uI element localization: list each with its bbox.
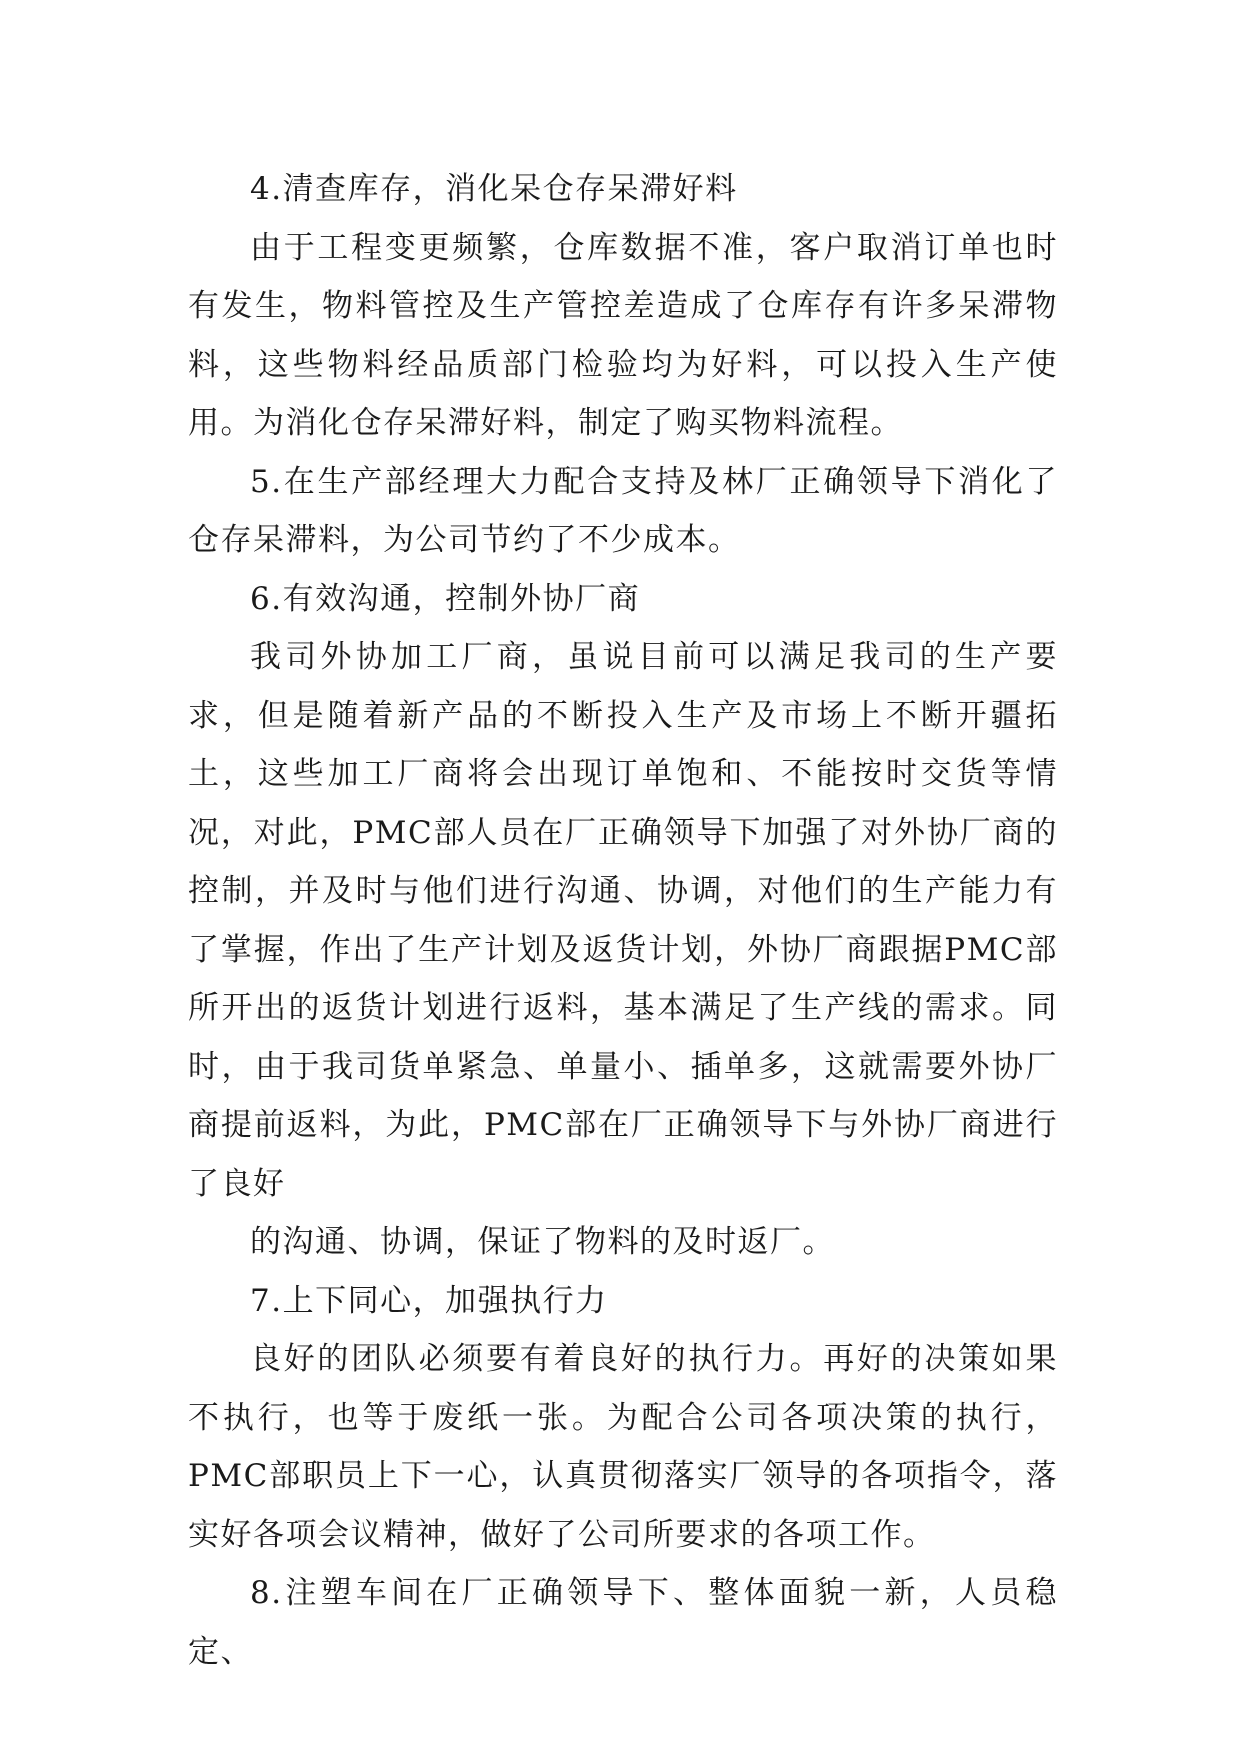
section-heading-5: 5.在生产部经理大力配合支持及林厂正确领导下消化了仓存呆滞料，为公司节约了不少成本。: [188, 463, 1058, 558]
document-body: [188, 160, 1058, 1681]
section-heading-4: 4.清查库存，消化呆仓存呆滞好料: [250, 171, 738, 207]
section-heading-6: 6.有效沟通，控制外协厂商: [250, 580, 641, 617]
section-heading-8: 8.注塑车间在厂正确领导下、整体面貌一新，人员稳定、: [188, 1575, 1058, 1670]
paragraph-inventory: 由于工程变更频繁，仓库数据不准，客户取消订单也时有发生，物料管控及生产管控差造成了仓库存有许多呆滞物料，这些物料经品质部门检验均为好料，可以投入生产使用。为消化仓存呆滞好料，制定了购买物料流程。: [188, 229, 1058, 441]
paragraph-outsourcing: 我司外协加工厂商，虽说目前可以满足我司的生产要求，但是随着新产品的不断投入生产及市场上不断开疆拓土，这些加工厂商将会出现订单饱和、不能按时交货等情况，对此，PMC部人员在厂正确领导下加强了对外协厂商的控制，并及时与他们进行沟通、协调，对他们的生产能力有了掌握，作出了生产计划及返货计划，外协厂商跟据PMC部所开出的返货计划进行返料，基本满足了生产线的需求。同时，由于我司货单紧急、单量小、插单多，这就需要外协厂商提前返料，为此，PMC部在厂正确领导下与外协厂商进行了良好: [188, 639, 1058, 1202]
section-heading-7: 7.上下同心，加强执行力: [250, 1282, 608, 1319]
paragraph-outsourcing-continued: 的沟通、协调，保证了物料的及时返厂。: [250, 1224, 835, 1260]
paragraph-execution: 良好的团队必须要有着良好的执行力。再好的决策如果不执行，也等于废纸一张。为配合公司各项决策的执行，PMC部职员上下一心，认真贯彻落实厂领导的各项指令，落实好各项会议精神，做好了公司所要求的各项工作。: [188, 1341, 1058, 1553]
